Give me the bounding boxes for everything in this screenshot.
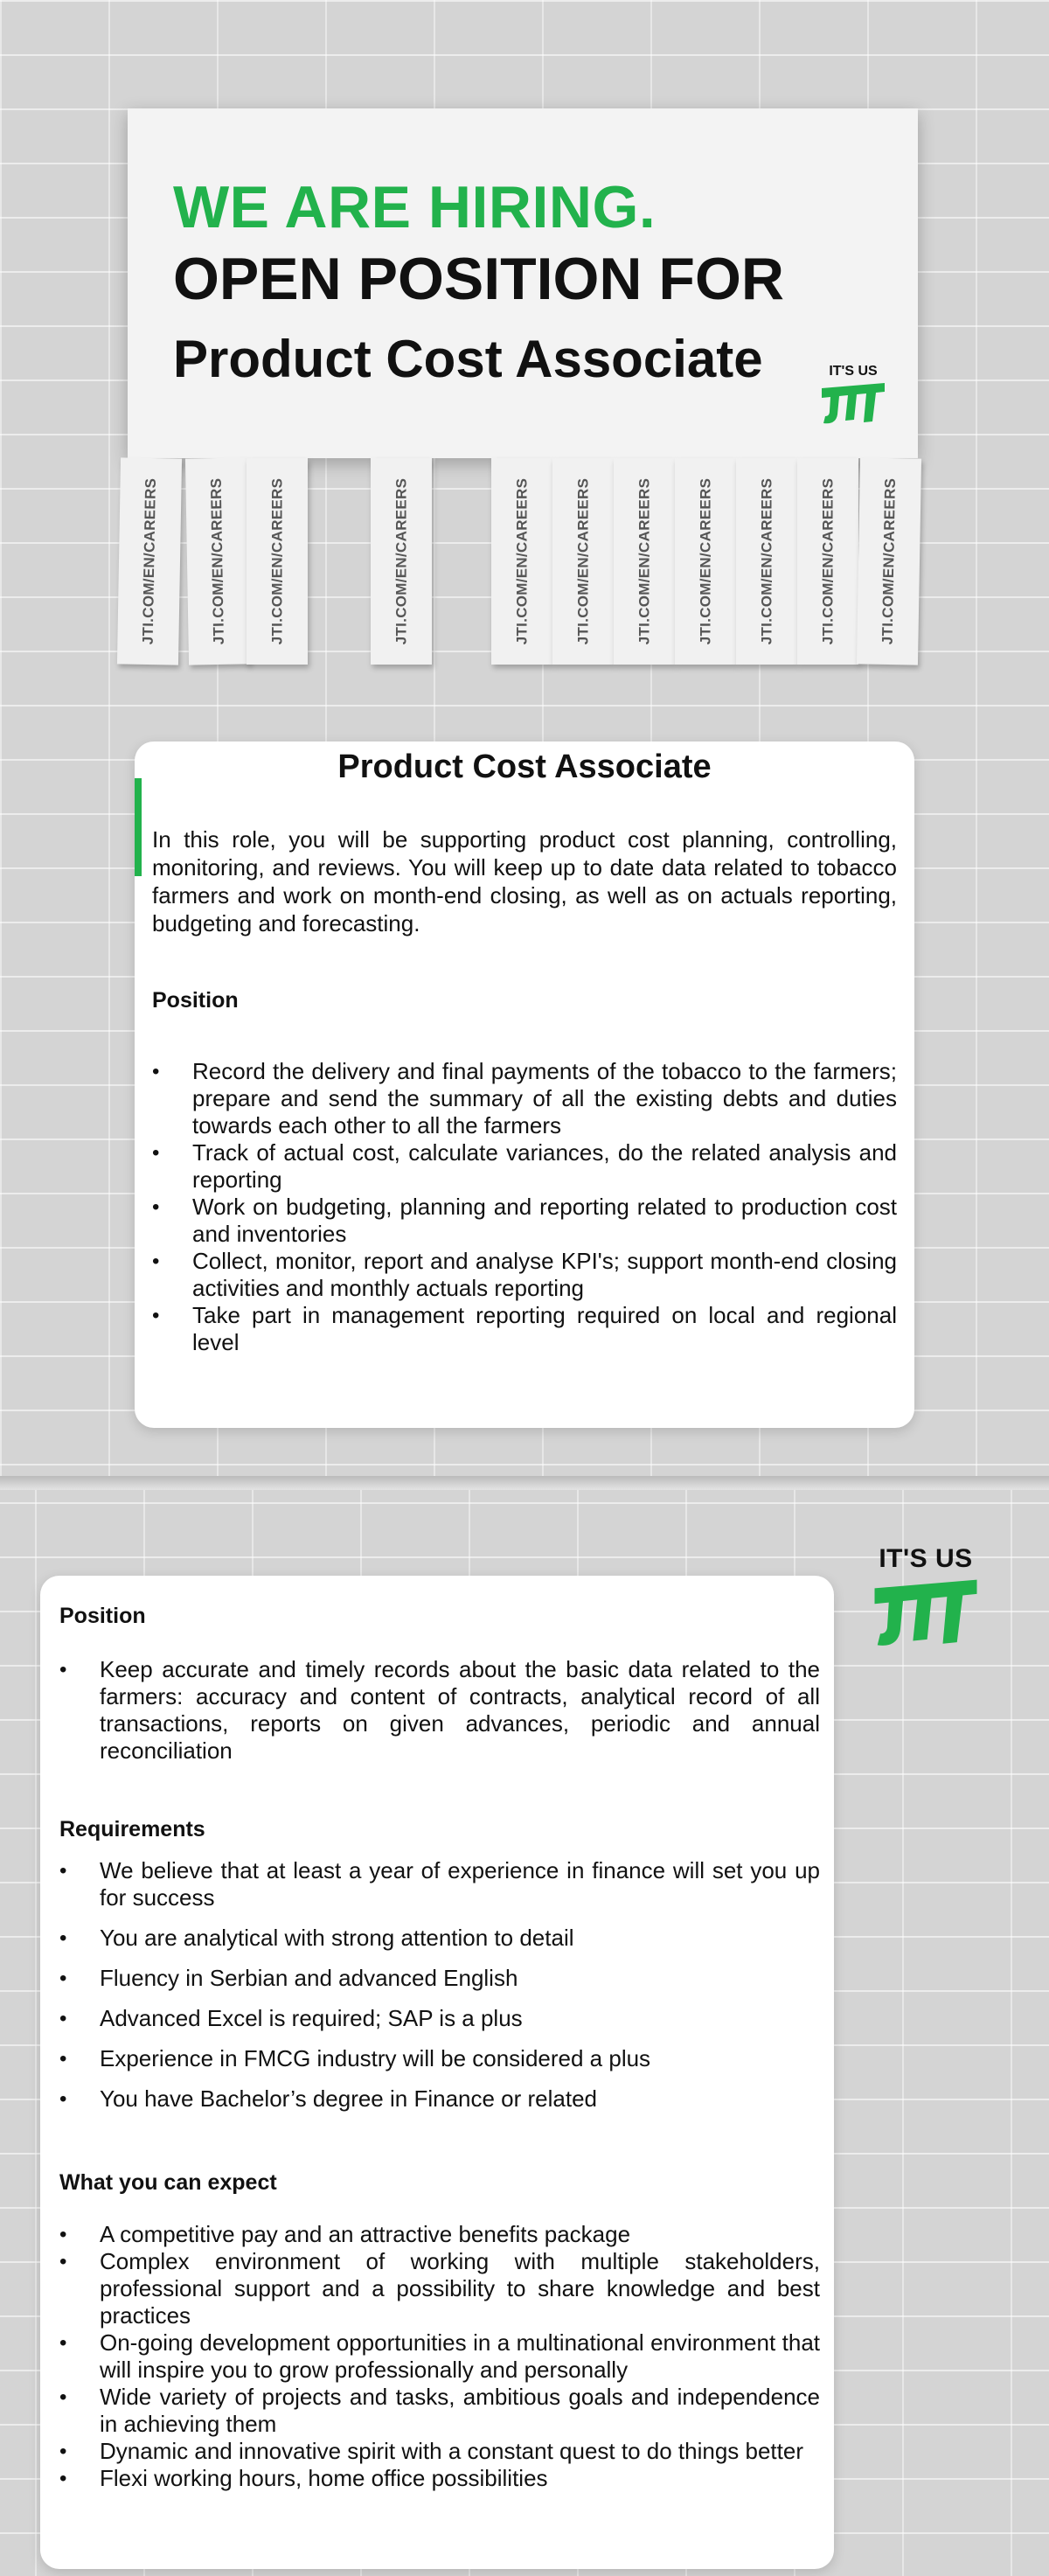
jti-logo-icon <box>869 1574 983 1651</box>
logo-tagline: IT'S US <box>829 364 878 379</box>
section-divider <box>0 1476 1049 1490</box>
jti-logo-icon <box>818 379 888 427</box>
list-item: • You have Bachelor’s degree in Finance or related <box>59 2085 820 2113</box>
hiring-poster <box>128 108 918 458</box>
tear-off-tab: JTI.COM/EN/CAREERS <box>247 458 308 665</box>
list-item: • Work on budgeting, planning and reporting related to production cost and inventories <box>152 1194 897 1248</box>
list-item: • Fluency in Serbian and advanced English <box>59 1965 820 1992</box>
poster-headline-open-position: OPEN POSITION FOR <box>173 246 784 312</box>
requirements-list <box>59 1857 820 2126</box>
tear-off-tab: JTI.COM/EN/CAREERS <box>857 457 921 665</box>
job-description-card <box>135 741 914 1428</box>
jti-logo-large <box>869 1544 983 1655</box>
tear-off-tab: JTI.COM/EN/CAREERS <box>117 457 182 665</box>
what-you-can-expect-heading: What you can expect <box>59 2170 277 2195</box>
list-item: • Track of actual cost, calculate variances, do the related analysis and reporting <box>152 1139 897 1194</box>
poster-headline-hiring: WE ARE HIRING. <box>173 174 656 240</box>
poster-job-title: Product Cost Associate <box>173 330 763 388</box>
list-item: • We believe that at least a year of experience in finance will set you up for success <box>59 1857 820 1911</box>
tear-off-tab: JTI.COM/EN/CAREERS <box>614 458 675 665</box>
list-item: • Complex environment of working with multiple stakeholders, professional support and a possibility to share knowledge and best practices <box>59 2248 820 2329</box>
list-item: • A competitive pay and an attractive benefits package <box>59 2221 820 2248</box>
list-item: • Experience in FMCG industry will be considered a plus <box>59 2045 820 2072</box>
list-item: • Advanced Excel is required; SAP is a plus <box>59 2005 820 2032</box>
tear-off-tab: JTI.COM/EN/CAREERS <box>675 458 736 665</box>
position-list <box>152 1058 897 1356</box>
job-details-card <box>40 1576 834 2569</box>
logo-tagline: IT'S US <box>879 1544 973 1573</box>
tear-off-tab: JTI.COM/EN/CAREERS <box>185 457 250 665</box>
list-item: • On-going development opportunities in a multinational environment that will inspire you to grow professionally and personally <box>59 2329 820 2384</box>
tear-off-tabs <box>114 458 927 668</box>
accent-bar <box>135 778 142 876</box>
tear-off-tab: JTI.COM/EN/CAREERS <box>552 458 614 665</box>
position-heading: Position <box>59 1604 146 1628</box>
list-item: • Flexi working hours, home office possibilities <box>59 2465 820 2492</box>
list-item: • You are analytical with strong attention to detail <box>59 1925 820 1952</box>
job-title: Product Cost Associate <box>337 748 712 785</box>
list-item: • Wide variety of projects and tasks, ambitious goals and independence in achieving them <box>59 2384 820 2438</box>
list-item: • Dynamic and innovative spirit with a constant quest to do things better <box>59 2438 820 2465</box>
list-item: • Take part in management reporting required on local and regional level <box>152 1302 897 1356</box>
requirements-heading: Requirements <box>59 1817 205 1841</box>
benefits-list <box>59 2221 820 2492</box>
tear-off-tab: JTI.COM/EN/CAREERS <box>797 458 858 665</box>
role-intro: In this role, you will be supporting product cost planning, controlling, monitoring, and reviews. You will keep up to date data related to tobacco farmers and work on month-end closing, as well as on actuals reporting, budgeting and forecasting. <box>152 826 897 936</box>
list-item: • Collect, monitor, report and analyse KPI's; support month-end closing activities and monthly actuals reporting <box>152 1248 897 1302</box>
position-heading: Position <box>152 988 239 1013</box>
jti-logo-small <box>818 364 888 431</box>
list-item: • Record the delivery and final payments of the tobacco to the farmers; prepare and send the summary of all the existing debts and duties towards each other to all the farmers <box>152 1058 897 1139</box>
tear-off-tab: JTI.COM/EN/CAREERS <box>491 458 552 665</box>
list-item: • Keep accurate and timely records about the basic data related to the farmers: accuracy and content of contracts, analytical record of all transactions, reports on given advances, periodic and annual reconciliation <box>59 1656 820 1765</box>
tear-off-tab: JTI.COM/EN/CAREERS <box>371 458 432 665</box>
tear-off-tab: JTI.COM/EN/CAREERS <box>736 458 797 665</box>
position-list <box>59 1656 820 1765</box>
